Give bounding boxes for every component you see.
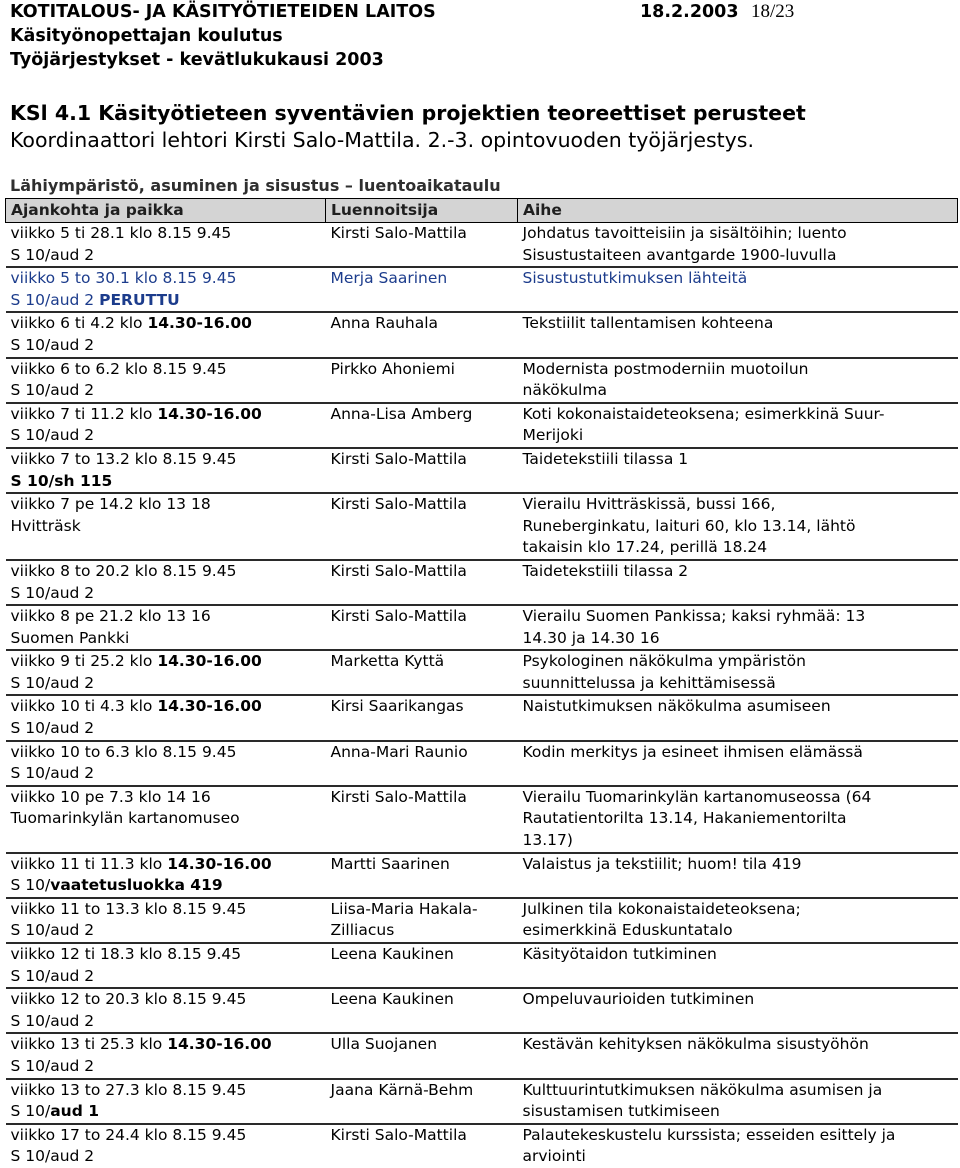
topic-line: 13.17) bbox=[522, 831, 573, 850]
when-text: S 10/ bbox=[10, 876, 51, 895]
cell-when bbox=[6, 988, 326, 1033]
when-text: S 10/ bbox=[10, 1102, 51, 1121]
lecturer-line: Kirsti Salo-Mattila bbox=[330, 607, 467, 626]
topic-line: sisustamisen tutkimiseen bbox=[522, 1102, 720, 1121]
when-text: viikko 10 pe 7.3 klo 14 16 bbox=[10, 787, 211, 806]
topic-line: Psykologinen näkökulma ympäristön bbox=[522, 652, 806, 671]
when-text: Suomen Pankki bbox=[10, 628, 130, 647]
topic-line: Kulttuurintutkimuksen näkökulma asumisen ja bbox=[522, 1080, 883, 1099]
cell-lecturer bbox=[326, 403, 518, 448]
topic-line: takaisin klo 17.24, perillä 18.24 bbox=[522, 538, 768, 557]
topic-line: Kodin merkitys ja esineet ihmisen elämässä bbox=[522, 742, 863, 761]
when-text-bold: vaatetusluokka 419 bbox=[50, 876, 223, 895]
lecturer-line: Anna-Lisa Amberg bbox=[330, 404, 473, 423]
cell-topic bbox=[518, 312, 958, 357]
when-text: Tuomarinkylän kartanomuseo bbox=[10, 809, 240, 828]
lecturer-line: Anna-Mari Raunio bbox=[330, 742, 468, 761]
when-line bbox=[11, 561, 326, 583]
cell-topic bbox=[518, 650, 958, 695]
table-body bbox=[6, 223, 958, 1168]
cell-lecturer bbox=[326, 560, 518, 605]
when-text: Hvitträsk bbox=[10, 516, 81, 535]
when-text: viikko 11 ti 11.3 klo bbox=[10, 854, 168, 873]
cell-lecturer bbox=[326, 786, 518, 853]
cell-lecturer bbox=[326, 312, 518, 357]
cell-when bbox=[6, 741, 326, 786]
cell-topic bbox=[518, 493, 958, 560]
when-line bbox=[11, 787, 326, 809]
topic-line: Julkinen tila kokonaistaideteoksena; bbox=[522, 899, 801, 918]
lecturer-line: Marketta Kyttä bbox=[330, 652, 445, 671]
table-row bbox=[6, 1079, 958, 1124]
lecturer-line: Merja Saarinen bbox=[330, 269, 448, 288]
table-row bbox=[6, 560, 958, 605]
table-row bbox=[6, 223, 958, 268]
lecturer-line: Kirsi Saarikangas bbox=[330, 697, 464, 716]
schedule-title: Työjärjestykset - kevätlukukausi 2003 bbox=[10, 50, 384, 70]
when-line bbox=[11, 335, 326, 357]
cell-lecturer bbox=[326, 358, 518, 403]
when-text: viikko 13 ti 25.3 klo bbox=[10, 1035, 168, 1054]
when-line bbox=[11, 268, 326, 290]
cell-when bbox=[6, 786, 326, 853]
when-text: S 10/aud 2 bbox=[10, 245, 95, 264]
when-text-bold: aud 1 bbox=[50, 1102, 99, 1121]
topic-line: Käsityötaidon tutkiminen bbox=[522, 945, 717, 963]
cell-when bbox=[6, 493, 326, 560]
table-row bbox=[6, 605, 958, 650]
when-text: viikko 7 pe 14.2 klo 13 18 bbox=[10, 495, 211, 514]
cell-topic bbox=[518, 741, 958, 786]
cell-topic bbox=[518, 605, 958, 650]
lecturer-line: Leena Kaukinen bbox=[330, 945, 454, 963]
table-row bbox=[6, 853, 958, 898]
topic-line: Merijoki bbox=[522, 426, 584, 445]
when-line bbox=[11, 425, 326, 447]
topic-line: Vierailu Suomen Pankissa; kaksi ryhmää: 13 bbox=[522, 607, 866, 626]
lecturer-line: Kirsti Salo-Mattila bbox=[330, 449, 467, 468]
when-line bbox=[11, 875, 326, 897]
when-line bbox=[11, 989, 326, 1011]
when-text: viikko 17 to 24.4 klo 8.15 9.45 bbox=[10, 1125, 247, 1144]
lecturer-line: Kirsti Salo-Mattila bbox=[330, 224, 467, 242]
table-row bbox=[6, 786, 958, 853]
cell-lecturer bbox=[326, 223, 518, 268]
table-row bbox=[6, 898, 958, 943]
when-line bbox=[11, 920, 326, 942]
topic-line: 14.30 ja 14.30 16 bbox=[522, 628, 660, 647]
when-text: S 10/aud 2 bbox=[10, 719, 95, 738]
table-row bbox=[6, 312, 958, 357]
cell-topic bbox=[518, 695, 958, 740]
when-text: viikko 12 ti 18.3 klo 8.15 9.45 bbox=[10, 945, 242, 963]
when-text: S 10/aud 2 bbox=[10, 921, 95, 940]
lecturer-line: Liisa-Maria Hakala- bbox=[330, 899, 478, 918]
cell-topic bbox=[518, 853, 958, 898]
header-line-1 bbox=[10, 1, 795, 23]
when-line bbox=[11, 583, 326, 605]
cell-when bbox=[6, 267, 326, 312]
cell-topic bbox=[518, 403, 958, 448]
when-text: S 10/aud 2 bbox=[10, 426, 95, 445]
table-row bbox=[6, 741, 958, 786]
cell-topic bbox=[518, 358, 958, 403]
cell-topic bbox=[518, 898, 958, 943]
when-line bbox=[11, 404, 326, 426]
lecturer-line: Kirsti Salo-Mattila bbox=[330, 1125, 467, 1144]
document-date: 18.2.2003 bbox=[640, 2, 739, 22]
topic-line: näkökulma bbox=[522, 381, 607, 400]
when-text: viikko 6 to 6.2 klo 8.15 9.45 bbox=[10, 359, 227, 378]
when-line bbox=[11, 1080, 326, 1102]
cell-when bbox=[6, 1033, 326, 1078]
cell-topic bbox=[518, 560, 958, 605]
when-line bbox=[11, 763, 326, 785]
cell-when bbox=[6, 312, 326, 357]
topic-line: Runeberginkatu, laituri 60, klo 13.14, lähtö bbox=[522, 516, 856, 535]
topic-line: Ompeluvaurioiden tutkiminen bbox=[522, 990, 755, 1009]
topic-line: Palautekeskustelu kurssista; esseiden esittely ja bbox=[522, 1125, 896, 1144]
when-line bbox=[11, 673, 326, 695]
when-line bbox=[11, 1011, 326, 1033]
when-text: S 10/aud 2 bbox=[10, 673, 95, 692]
cell-when bbox=[6, 1079, 326, 1124]
cell-when bbox=[6, 560, 326, 605]
topic-line: Taidetekstiili tilassa 2 bbox=[522, 561, 689, 580]
topic-line: Tekstiilit tallentamisen kohteena bbox=[522, 314, 774, 333]
lecturer-line: Kirsti Salo-Mattila bbox=[330, 787, 467, 806]
when-text-bold: 14.30-16.00 bbox=[167, 854, 272, 873]
table-header-row bbox=[6, 199, 958, 223]
when-text: viikko 5 ti 28.1 klo 8.15 9.45 bbox=[10, 224, 232, 242]
cell-lecturer bbox=[326, 650, 518, 695]
topic-line: esimerkkinä Eduskuntatalo bbox=[522, 921, 733, 940]
cell-lecturer bbox=[326, 943, 518, 988]
when-line bbox=[11, 718, 326, 740]
when-text-bold: 14.30-16.00 bbox=[167, 1035, 272, 1054]
when-line bbox=[11, 742, 326, 764]
page-number: 18/23 bbox=[751, 1, 795, 22]
program-name: Käsityönopettajan koulutus bbox=[10, 26, 283, 46]
when-line bbox=[11, 380, 326, 402]
when-text: viikko 8 pe 21.2 klo 13 16 bbox=[10, 607, 211, 626]
when-line bbox=[11, 1034, 326, 1056]
topic-line: Koti kokonaistaideteoksena; esimerkkinä Suur- bbox=[522, 404, 885, 423]
column-header-topic: Aihe bbox=[518, 199, 958, 223]
when-line bbox=[11, 651, 326, 673]
cell-lecturer bbox=[326, 493, 518, 560]
when-line bbox=[11, 1125, 326, 1147]
when-line bbox=[11, 359, 326, 381]
when-text: S 10/aud 2 bbox=[10, 583, 95, 602]
when-text: viikko 9 ti 25.2 klo bbox=[10, 652, 158, 671]
lecturer-line: Kirsti Salo-Mattila bbox=[330, 495, 467, 514]
lecturer-line: Ulla Suojanen bbox=[330, 1035, 438, 1054]
table-row bbox=[6, 403, 958, 448]
when-text: viikko 6 ti 4.2 klo bbox=[10, 314, 148, 333]
when-text: S 10/aud 2 bbox=[10, 381, 95, 400]
cell-topic bbox=[518, 988, 958, 1033]
course-title: KSl 4.1 Käsityötieteen syventävien projektien teoreettiset perusteet bbox=[10, 101, 806, 125]
when-line bbox=[11, 854, 326, 876]
cell-lecturer bbox=[326, 267, 518, 312]
table-row bbox=[6, 650, 958, 695]
cell-lecturer bbox=[326, 988, 518, 1033]
when-text: S 10/aud 2 bbox=[10, 335, 95, 354]
cell-when bbox=[6, 403, 326, 448]
when-line bbox=[11, 1146, 326, 1168]
cell-when bbox=[6, 223, 326, 268]
department-name: KOTITALOUS- JA KÄSITYÖTIETEIDEN LAITOS bbox=[10, 2, 436, 22]
table-row bbox=[6, 358, 958, 403]
cell-lecturer bbox=[326, 448, 518, 493]
table-row bbox=[6, 267, 958, 312]
cell-topic bbox=[518, 1033, 958, 1078]
lecturer-line: Jaana Kärnä-Behm bbox=[330, 1080, 474, 1099]
table-row bbox=[6, 695, 958, 740]
topic-line: Taidetekstiili tilassa 1 bbox=[522, 449, 689, 468]
cell-topic bbox=[518, 223, 958, 268]
when-text-bold: S 10/sh 115 bbox=[10, 471, 113, 490]
topic-line: Kestävän kehityksen näkökulma sisustyöhön bbox=[522, 1035, 869, 1054]
topic-line: suunnittelussa ja kehittämisessä bbox=[522, 673, 776, 692]
when-text: S 10/aud 2 bbox=[10, 1147, 95, 1166]
when-line bbox=[11, 944, 326, 966]
topic-line: Sisustustutkimuksen lähteitä bbox=[522, 269, 748, 288]
when-text: S 10/aud 2 bbox=[10, 1056, 95, 1075]
when-text: viikko 11 to 13.3 klo 8.15 9.45 bbox=[10, 899, 247, 918]
cell-lecturer bbox=[326, 605, 518, 650]
when-line bbox=[11, 696, 326, 718]
cell-topic bbox=[518, 1124, 958, 1168]
cell-topic bbox=[518, 1079, 958, 1124]
when-line bbox=[11, 808, 326, 830]
topic-line: Valaistus ja tekstiilit; huom! tila 419 bbox=[522, 854, 802, 873]
when-text: viikko 12 to 20.3 klo 8.15 9.45 bbox=[10, 990, 247, 1009]
table-row bbox=[6, 493, 958, 560]
when-line bbox=[11, 1056, 326, 1078]
when-line bbox=[11, 471, 326, 493]
cell-when bbox=[6, 448, 326, 493]
topic-line: Rautatientorilta 13.14, Hakaniementorilta bbox=[522, 809, 847, 828]
column-header-lecturer: Luennoitsija bbox=[326, 199, 518, 223]
topic-line: arviointi bbox=[522, 1147, 586, 1166]
topic-line: Modernista postmoderniin muotoilun bbox=[522, 359, 809, 378]
lecturer-line: Zilliacus bbox=[330, 921, 395, 940]
lecturer-line: Anna Rauhala bbox=[330, 314, 439, 333]
when-line bbox=[11, 245, 326, 267]
when-line bbox=[11, 899, 326, 921]
when-text: viikko 13 to 27.3 klo 8.15 9.45 bbox=[10, 1080, 247, 1099]
cell-when bbox=[6, 853, 326, 898]
lecture-schedule-table bbox=[5, 198, 958, 1168]
column-header-when: Ajankohta ja paikka bbox=[6, 199, 326, 223]
cell-lecturer bbox=[326, 1124, 518, 1168]
when-line bbox=[11, 494, 326, 516]
when-line bbox=[11, 606, 326, 628]
topic-line: Sisustustaiteen avantgarde 1900-luvulla bbox=[522, 245, 837, 264]
when-text: S 10/aud 2 bbox=[10, 290, 100, 309]
table-row bbox=[6, 988, 958, 1033]
when-line bbox=[11, 1101, 326, 1123]
cell-lecturer bbox=[326, 741, 518, 786]
cell-topic bbox=[518, 943, 958, 988]
when-line bbox=[11, 966, 326, 988]
table-row bbox=[6, 448, 958, 493]
lecturer-line: Leena Kaukinen bbox=[330, 990, 454, 1009]
lecturer-line: Kirsti Salo-Mattila bbox=[330, 561, 467, 580]
schedule-subtitle: Lähiympäristö, asuminen ja sisustus – luentoaikataulu bbox=[10, 176, 501, 195]
when-text-bold: 14.30-16.00 bbox=[157, 404, 262, 423]
when-text: viikko 10 ti 4.3 klo bbox=[10, 697, 158, 716]
when-text: viikko 7 ti 11.2 klo bbox=[10, 404, 158, 423]
when-line bbox=[11, 290, 326, 312]
cell-lecturer bbox=[326, 695, 518, 740]
when-text: S 10/aud 2 bbox=[10, 764, 95, 783]
when-text: S 10/aud 2 bbox=[10, 966, 95, 985]
when-text: S 10/aud 2 bbox=[10, 1011, 95, 1030]
when-text-bold: 14.30-16.00 bbox=[147, 314, 252, 333]
when-text-bold: 14.30-16.00 bbox=[157, 697, 262, 716]
table-row bbox=[6, 943, 958, 988]
cell-topic bbox=[518, 448, 958, 493]
when-line bbox=[11, 313, 326, 335]
cell-when bbox=[6, 898, 326, 943]
lecturer-line: Pirkko Ahoniemi bbox=[330, 359, 455, 378]
when-line bbox=[11, 516, 326, 538]
cell-when bbox=[6, 943, 326, 988]
topic-line: Vierailu Hvitträskissä, bussi 166, bbox=[522, 495, 776, 514]
when-line bbox=[11, 223, 326, 245]
table-row bbox=[6, 1124, 958, 1168]
when-text: viikko 5 to 30.1 klo 8.15 9.45 bbox=[10, 269, 237, 288]
topic-line: Naistutkimuksen näkökulma asumiseen bbox=[522, 697, 831, 716]
topic-line: Johdatus tavoitteisiin ja sisältöihin; luento bbox=[522, 224, 847, 242]
cell-topic bbox=[518, 786, 958, 853]
cell-when bbox=[6, 695, 326, 740]
cell-topic bbox=[518, 267, 958, 312]
topic-line: Vierailu Tuomarinkylän kartanomuseossa (64 bbox=[522, 787, 872, 806]
when-text: viikko 10 to 6.3 klo 8.15 9.45 bbox=[10, 742, 237, 761]
cell-lecturer bbox=[326, 853, 518, 898]
course-coordinator: Koordinaattori lehtori Kirsti Salo-Mattila. 2.-3. opintovuoden työjärjestys. bbox=[10, 128, 754, 152]
cell-when bbox=[6, 1124, 326, 1168]
when-text: viikko 7 to 13.2 klo 8.15 9.45 bbox=[10, 449, 237, 468]
lecturer-line: Martti Saarinen bbox=[330, 854, 450, 873]
when-text-bold: 14.30-16.00 bbox=[157, 652, 262, 671]
cell-when bbox=[6, 358, 326, 403]
cell-when bbox=[6, 605, 326, 650]
cell-lecturer bbox=[326, 1033, 518, 1078]
cell-lecturer bbox=[326, 898, 518, 943]
when-line bbox=[11, 449, 326, 471]
when-text-bold: PERUTTU bbox=[99, 290, 180, 309]
cell-when bbox=[6, 650, 326, 695]
table-row bbox=[6, 1033, 958, 1078]
cell-lecturer bbox=[326, 1079, 518, 1124]
when-line bbox=[11, 628, 326, 650]
when-text: viikko 8 to 20.2 klo 8.15 9.45 bbox=[10, 561, 237, 580]
